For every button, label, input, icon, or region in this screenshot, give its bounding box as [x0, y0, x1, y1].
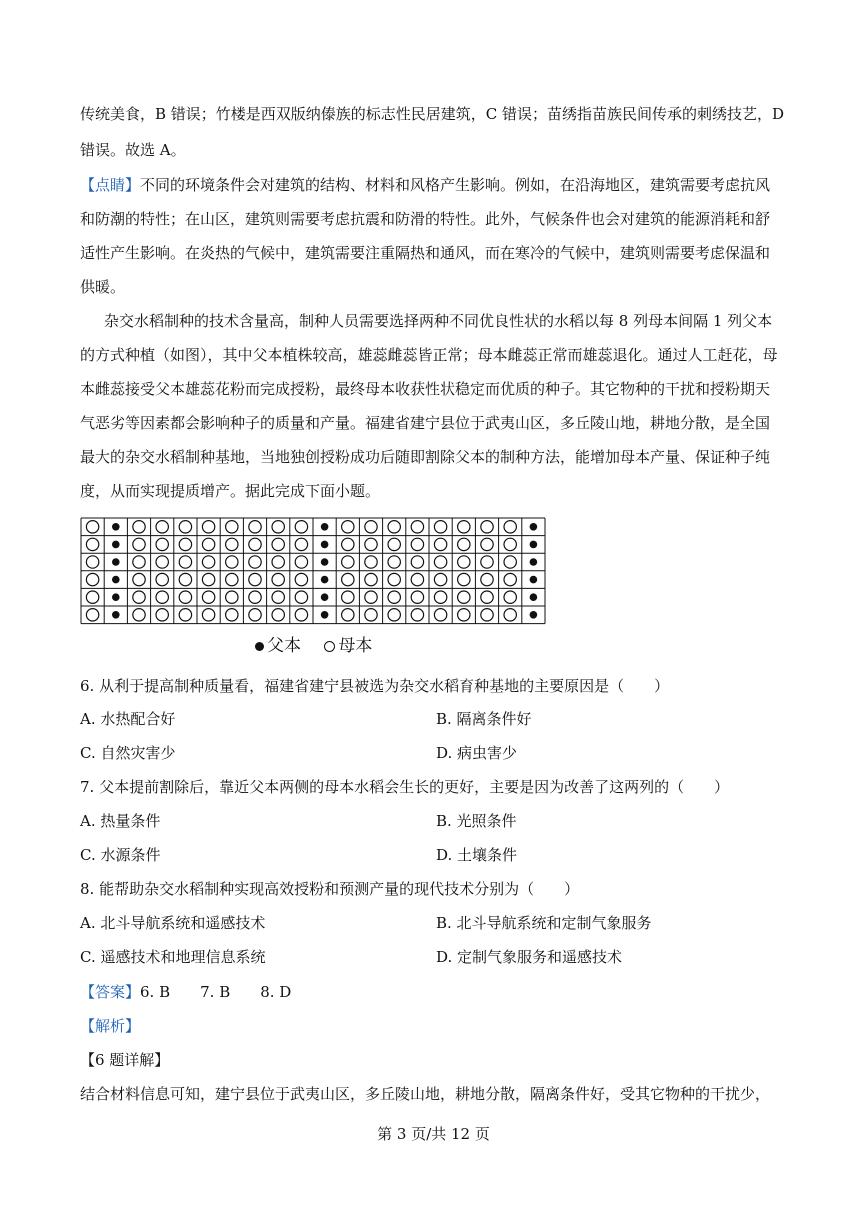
- female-plant-circle: [365, 521, 377, 533]
- female-plant-circle: [272, 573, 284, 585]
- female-plant-circle: [249, 556, 261, 568]
- female-plant-circle: [342, 573, 354, 585]
- male-plant-dot: [530, 541, 538, 549]
- female-plant-circle: [365, 556, 377, 568]
- female-plant-circle: [179, 591, 191, 603]
- option-d: D. 土壤条件: [436, 846, 518, 864]
- answer-label: 【答案】: [80, 983, 141, 1001]
- female-plant-circle: [458, 573, 470, 585]
- female-plant-circle: [388, 573, 400, 585]
- female-plant-circle: [179, 521, 191, 533]
- female-plant-circle: [86, 538, 98, 550]
- male-plant-dot: [530, 611, 538, 619]
- female-plant-circle: [226, 609, 238, 621]
- female-plant-circle: [295, 556, 307, 568]
- male-plant-dot: [112, 523, 120, 531]
- option-c: C. 遥感技术和地理信息系统: [80, 948, 266, 966]
- female-plant-circle: [504, 573, 516, 585]
- female-plant-circle: [156, 556, 168, 568]
- female-plant-circle: [458, 521, 470, 533]
- female-plant-circle: [411, 573, 423, 585]
- female-plant-circle: [434, 573, 446, 585]
- paragraph-line: 错误。故选 A。: [80, 141, 186, 159]
- female-plant-circle: [249, 521, 261, 533]
- female-plant-circle: [411, 591, 423, 603]
- option-a: A. 热量条件: [80, 812, 161, 830]
- female-plant-circle: [156, 573, 168, 585]
- female-plant-circle: [504, 521, 516, 533]
- female-plant-circle: [226, 521, 238, 533]
- planting-grid-figure: [80, 517, 546, 625]
- paragraph-text: 不同的环境条件会对建筑的结构、材料和风格产生影响。例如，在沿海地区，建筑需要考虑抗风: [140, 176, 771, 194]
- female-plant-circle: [504, 538, 516, 550]
- female-plant-circle: [133, 609, 145, 621]
- female-plant-circle: [388, 538, 400, 550]
- male-plant-dot: [321, 593, 329, 601]
- male-plant-dot: [112, 593, 120, 601]
- female-plant-circle: [411, 556, 423, 568]
- female-plant-circle: [202, 556, 214, 568]
- male-plant-dot: [530, 558, 538, 566]
- female-plant-circle: [156, 609, 168, 621]
- female-plant-circle: [342, 609, 354, 621]
- female-plant-circle: [202, 609, 214, 621]
- female-plant-circle: [156, 521, 168, 533]
- female-plant-circle: [202, 538, 214, 550]
- female-plant-circle: [365, 609, 377, 621]
- female-plant-circle: [458, 538, 470, 550]
- female-plant-circle: [133, 573, 145, 585]
- q6-detail-label: 【6 题详解】: [80, 1051, 170, 1069]
- male-plant-dot: [112, 558, 120, 566]
- female-plant-circle: [365, 573, 377, 585]
- female-plant-circle: [133, 556, 145, 568]
- female-plant-circle: [458, 609, 470, 621]
- female-plant-circle: [179, 573, 191, 585]
- female-plant-circle: [226, 573, 238, 585]
- legend-male-label: 父本: [267, 636, 301, 656]
- female-plant-circle: [342, 521, 354, 533]
- option-b: B. 光照条件: [436, 812, 517, 830]
- female-plant-circle: [365, 538, 377, 550]
- female-plant-circle: [226, 556, 238, 568]
- figure-legend: [255, 631, 372, 656]
- paragraph-line: 本雌蕊接受父本雄蕊花粉而完成授粉，最终母本收获性状稳定而优质的种子。其它物种的干扰和授粉期天: [80, 380, 771, 398]
- option-a: A. 水热配合好: [80, 710, 176, 728]
- paragraph-line: 最大的杂交水稻制种基地，当地独创授粉成功后随即割除父本的制种方法，能增加母本产量、保证种子纯: [80, 448, 771, 466]
- female-plant-circle: [504, 591, 516, 603]
- legend-female-label: 母本: [338, 636, 373, 656]
- female-plant-circle: [156, 538, 168, 550]
- female-plant-circle: [504, 556, 516, 568]
- female-plant-circle: [481, 521, 493, 533]
- female-plant-circle: [272, 591, 284, 603]
- female-plant-circle: [295, 573, 307, 585]
- female-plant-circle: [202, 521, 214, 533]
- option-b: B. 北斗导航系统和定制气象服务: [436, 914, 652, 932]
- paragraph-line: 适性产生影响。在炎热的气候中，建筑需要注重隔热和通风，而在寒冷的气候中，建筑则需要考虑保温和: [80, 244, 771, 262]
- male-plant-dot: [112, 611, 120, 619]
- question-stem: 8. 能帮助杂交水稻制种实现高效授粉和预测产量的现代技术分别为（ ）: [80, 880, 580, 898]
- female-plant-circle: [179, 609, 191, 621]
- paragraph-line: 杂交水稻制种的技术含量高，制种人员需要选择两种不同优良性状的水稻以每 8 列母本间隔 1 列父本: [104, 312, 773, 330]
- male-plant-dot: [321, 576, 329, 584]
- female-plant-circle: [133, 521, 145, 533]
- female-plant-circle: [458, 556, 470, 568]
- female-plant-circle: [342, 556, 354, 568]
- female-plant-circle: [86, 521, 98, 533]
- female-plant-circle: [86, 591, 98, 603]
- female-plant-circle: [272, 556, 284, 568]
- female-plant-circle: [434, 591, 446, 603]
- female-plant-circle: [249, 609, 261, 621]
- option-d: D. 病虫害少: [436, 744, 518, 762]
- female-plant-circle: [481, 538, 493, 550]
- male-plant-dot: [112, 576, 120, 584]
- answer-text: 6. B 7. B 8. D: [140, 983, 292, 1001]
- paragraph-line: 度，从而实现提质增产。据此完成下面小题。: [80, 482, 381, 500]
- male-plant-dot: [112, 541, 120, 549]
- female-plant-circle: [504, 609, 516, 621]
- paragraph-line: 的方式种植（如图），其中父本植株较高，雄蕊雌蕊皆正常；母本雌蕊正常而雄蕊退化。通过人工赶花，母: [80, 346, 778, 364]
- female-plant-circle: [481, 573, 493, 585]
- male-plant-dot: [321, 558, 329, 566]
- female-plant-circle: [295, 609, 307, 621]
- female-plant-circle: [272, 538, 284, 550]
- dianjing-label: 【点睛】: [80, 176, 141, 194]
- female-plant-circle: [481, 591, 493, 603]
- female-plant-circle: [179, 538, 191, 550]
- female-plant-circle: [388, 521, 400, 533]
- female-plant-circle: [342, 591, 354, 603]
- female-plant-circle: [388, 609, 400, 621]
- male-plant-dot: [321, 541, 329, 549]
- male-plant-dot: [321, 611, 329, 619]
- female-plant-circle: [202, 591, 214, 603]
- female-plant-circle: [249, 538, 261, 550]
- female-plant-circle: [434, 538, 446, 550]
- page-footer: 第 3 页/共 12 页: [377, 1125, 490, 1143]
- female-plant-circle: [365, 591, 377, 603]
- female-plant-circle: [226, 538, 238, 550]
- female-plant-circle: [458, 591, 470, 603]
- option-a: A. 北斗导航系统和遥感技术: [80, 914, 266, 932]
- female-plant-circle: [86, 556, 98, 568]
- female-plant-circle: [388, 556, 400, 568]
- female-plant-circle: [411, 609, 423, 621]
- male-plant-dot: [530, 576, 538, 584]
- female-plant-circle: [434, 556, 446, 568]
- female-plant-circle: [295, 538, 307, 550]
- paragraph-line: 结合材料信息可知，建宁县位于武夷山区，多丘陵山地，耕地分散，隔离条件好，受其它物种的干扰少，: [80, 1085, 771, 1103]
- female-plant-circle: [156, 591, 168, 603]
- female-plant-circle: [411, 538, 423, 550]
- female-plant-circle: [179, 556, 191, 568]
- paragraph-line: 和防潮的特性；在山区，建筑则需要考虑抗震和防滑的特性。此外，气候条件也会对建筑的能源消耗和舒: [80, 210, 771, 228]
- female-plant-circle: [295, 521, 307, 533]
- female-plant-circle: [411, 521, 423, 533]
- paragraph-line: 供暖。: [80, 278, 126, 296]
- female-plant-circle: [295, 591, 307, 603]
- male-dot-icon: [255, 642, 264, 651]
- female-plant-circle: [434, 609, 446, 621]
- female-plant-circle: [249, 591, 261, 603]
- female-plant-circle: [272, 609, 284, 621]
- female-plant-circle: [133, 591, 145, 603]
- female-plant-circle: [481, 556, 493, 568]
- female-plant-circle: [434, 521, 446, 533]
- female-ring-icon: [324, 641, 335, 652]
- male-plant-dot: [530, 593, 538, 601]
- paragraph-line: 气恶劣等因素都会影响种子的质量和产量。福建省建宁县位于武夷山区，多丘陵山地，耕地分散，是全国: [80, 414, 771, 432]
- paragraph-line: 传统美食，B 错误；竹楼是西双版纳傣族的标志性民居建筑，C 错误；苗绣指苗族民间传承的刺绣技艺，D: [80, 105, 785, 123]
- female-plant-circle: [86, 573, 98, 585]
- male-plant-dot: [530, 523, 538, 531]
- female-plant-circle: [388, 591, 400, 603]
- paragraph-line: [80, 175, 770, 195]
- female-plant-circle: [272, 521, 284, 533]
- male-plant-dot: [321, 523, 329, 531]
- female-plant-circle: [133, 538, 145, 550]
- answer-line: [80, 982, 291, 1002]
- female-plant-circle: [226, 591, 238, 603]
- female-plant-circle: [86, 609, 98, 621]
- analysis-label: 【解析】: [80, 1017, 141, 1035]
- female-plant-circle: [249, 573, 261, 585]
- female-plant-circle: [481, 609, 493, 621]
- female-plant-circle: [342, 538, 354, 550]
- question-stem: 6. 从利于提高制种质量看，福建省建宁县被选为杂交水稻育种基地的主要原因是（ ）: [80, 677, 670, 695]
- option-c: C. 水源条件: [80, 846, 161, 864]
- option-c: C. 自然灾害少: [80, 744, 176, 762]
- option-d: D. 定制气象服务和遥感技术: [436, 948, 623, 966]
- option-b: B. 隔离条件好: [436, 710, 532, 728]
- question-stem: 7. 父本提前割除后，靠近父本两侧的母本水稻会生长的更好，主要是因为改善了这两列的（ ）: [80, 778, 730, 796]
- female-plant-circle: [202, 573, 214, 585]
